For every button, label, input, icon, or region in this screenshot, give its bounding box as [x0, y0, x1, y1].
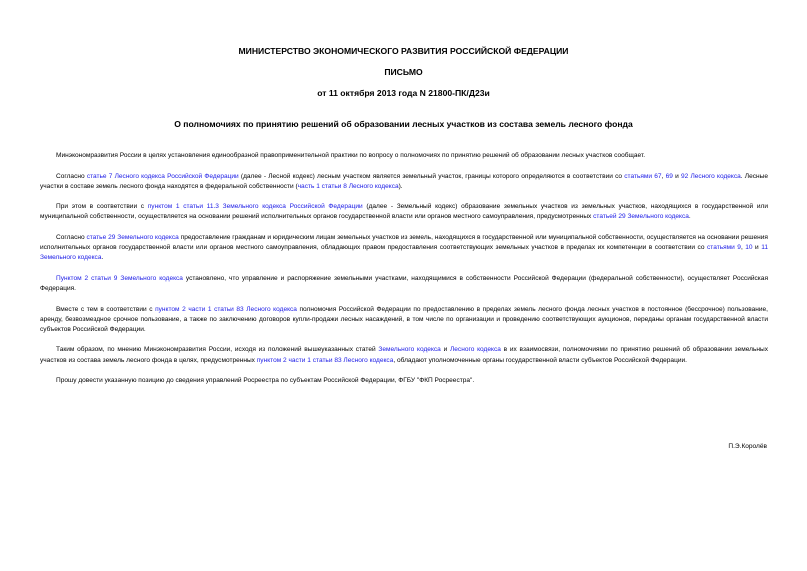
- paragraph-7: Таким образом, по мнению Минэкономразвития России, исходя из положений вышеуказанных статей Земельного кодекса и Лесного кодекса в их взаимосвязи, полномочиями по принятию решений об образовании земельных участков из состава земель лесного фонда в целях, предусмотренных пунктом 2 части 1 статьи 83 Лесного кодекса, обладают уполномоченные органы государственной власти субъектов Российской Федерации.: [40, 346, 769, 364]
- link-zk-article-11-3[interactable]: пунктом 1 статьи 11.3 Земельного кодекса Российской Федерации: [147, 203, 363, 211]
- link-lk-article-83-b[interactable]: пунктом 2 части 1 статьи 83 Лесного кодекса: [256, 356, 394, 364]
- link-zk-article-9-point-2[interactable]: Пунктом 2 статьи 9 Земельного кодекса: [56, 274, 183, 282]
- link-zk-article-10[interactable]: 10: [745, 244, 753, 252]
- paragraph-3: При этом в соответствии с пунктом 1 статьи 11.3 Земельного кодекса Российской Федерации (далее - Земельный кодекс) образование земельных участков из земельных участков, находящихся в государственной или муниципальной собственности, осуществляется на основании решений исполнительных органов государственной власти или органов местного самоуправления, предусмотренных статьей 29 Земельного кодекса.: [40, 203, 768, 221]
- link-lk-article-92[interactable]: 92 Лесного кодекса: [680, 172, 741, 180]
- doc-date-number: от 11 октября 2013 года N 21800-ПК/Д23и: [317, 88, 490, 98]
- link-zk-article-11[interactable]: 11 Земельного кодекса: [40, 244, 768, 262]
- paragraph-8: Прошу довести указанную позицию до сведения управлений Росреестра по субъектам Российской Федерации, ФГБУ "ФКП Росреестра".: [56, 377, 475, 385]
- paragraph-2: Согласно статье 7 Лесного кодекса Российской Федерации (далее - Лесной кодекс) лесным участком является земельный участок, границы которого определяются в соответствии со статьями 67, 69 и 92 Лесного кодекса. Лесные участки в составе земель лесного фонда находятся в федеральной собственности (часть 1 статьи 8 Лесного кодекса).: [40, 172, 768, 190]
- link-zk-article-29[interactable]: статьей 29 Земельного кодекса: [593, 213, 689, 221]
- link-lk-article-8-part-1[interactable]: часть 1 статьи 8 Лесного кодекса: [297, 182, 399, 190]
- ministry-title: МИНИСТЕРСТВО ЭКОНОМИЧЕСКОГО РАЗВИТИЯ РОССИЙСКОЙ ФЕДЕРАЦИИ: [238, 46, 569, 56]
- doc-subject: О полномочиях по принятию решений об образовании лесных участков из состава земель лесного фонда: [174, 119, 633, 129]
- link-lk-article-67[interactable]: статьями 67: [624, 172, 662, 180]
- link-zk-article-9[interactable]: статьями 9: [707, 244, 741, 252]
- paragraph-6: Вместе с тем в соответствии с пунктом 2 части 1 статьи 83 Лесного кодекса полномочия Российской Федерации по предоставлению в пределах земель лесного фонда лесных участков в постоянное (бессрочное) пользование, аренду, безвозмездное срочное пользование, а также по заключению договоров купли-продажи лесных насаждений, в том числе по организации и проведению соответствующих аукционов, переданы органам государственной власти субъектов Российской Федерации.: [40, 305, 768, 333]
- link-zk[interactable]: Земельного кодекса: [378, 346, 441, 354]
- paragraph-1: Минэкономразвития России в целях установления единообразной правоприменительной практики по вопросу о полномочиях по принятию решений об образовании лесных участков сообщает.: [56, 152, 646, 159]
- document-body: [40, 151, 768, 397]
- signature: П.Э.Королёв: [728, 443, 767, 450]
- link-lk-article-69[interactable]: 69: [665, 172, 673, 180]
- paragraph-4: Согласно статье 29 Земельного кодекса предоставление гражданам и юридическим лицам земельных участков из земель, находящихся в государственной или муниципальной собственности, осуществляется на основании решения исполнительных органов государственной власти или органов местного самоуправления, обладающих правом предоставления соответствующих земельных участков в пределах их компетенции в соответствии со статьями 9, 10 и 11 Земельного кодекса.: [40, 233, 768, 262]
- paragraph-5: Пунктом 2 статьи 9 Земельного кодекса установлено, что управление и распоряжение земельными участками, находящимися в собственности Российской Федерации (федеральной собственности), осуществляет Российская Федерация.: [40, 274, 768, 293]
- link-lk-article-83[interactable]: пунктом 2 части 1 статьи 83 Лесного кодекса: [155, 305, 297, 313]
- link-lk-article-7[interactable]: статье 7 Лесного кодекса Российской Федерации: [86, 172, 239, 180]
- link-lk[interactable]: Лесного кодекса: [450, 346, 501, 354]
- link-zk-article-29-b[interactable]: статье 29 Земельного кодекса: [86, 233, 179, 241]
- doc-type: ПИСЬМО: [384, 67, 423, 77]
